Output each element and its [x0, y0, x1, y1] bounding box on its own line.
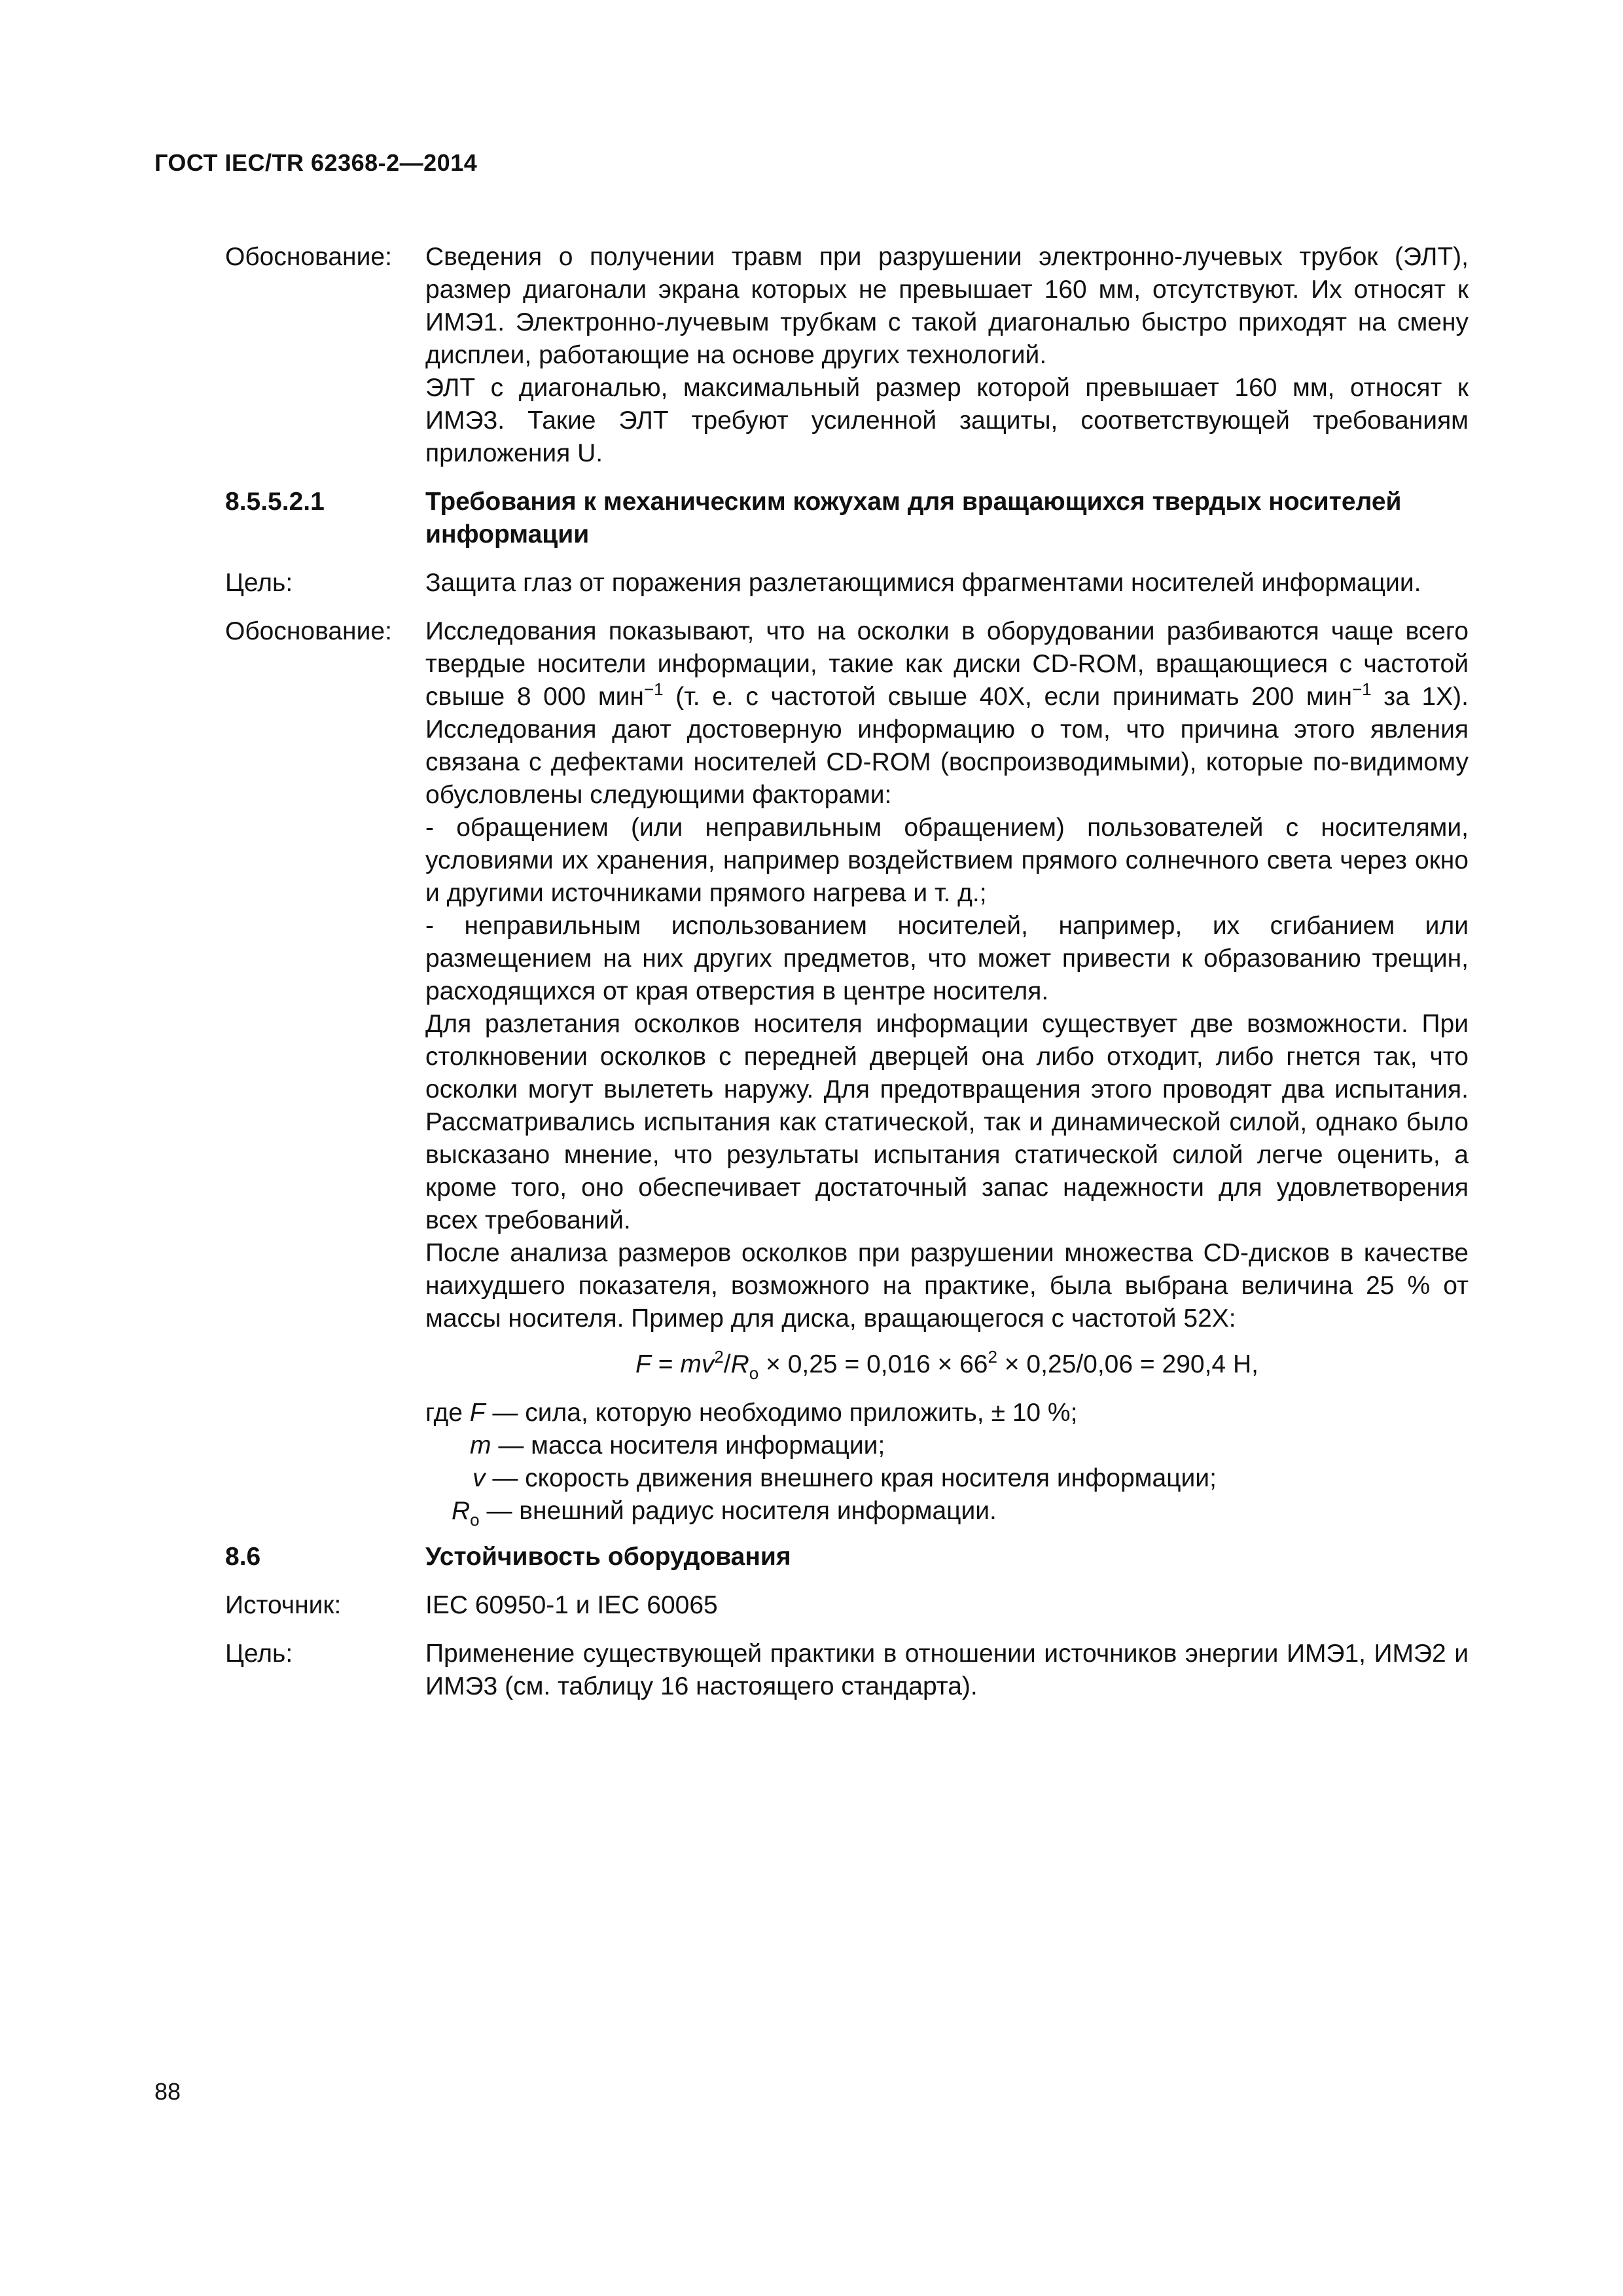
rationale-block [225, 241, 1469, 470]
superscript: −1 [1352, 679, 1372, 699]
rationale-text [425, 615, 1469, 1528]
clause-number: 8.6 [225, 1543, 261, 1571]
objective-label: Цель: [225, 569, 293, 597]
clause-heading [225, 486, 1469, 551]
where-prefix: где [425, 1399, 470, 1427]
rationale-label: Обоснование: [225, 243, 392, 271]
objective-block [225, 1638, 1469, 1703]
document-header: ГОСТ IEC/TR 62368-2—2014 [154, 149, 478, 176]
paragraph: ЭЛТ с диагональю, максимальный размер которой превышает 160 мм, относят к ИМЭ3. Такие ЭЛТ требуют усиленной защиты, соответствующей требованиям приложения U. [425, 374, 1469, 467]
formula-text: / [723, 1350, 731, 1378]
superscript: 2 [988, 1347, 997, 1367]
paragraph: После анализа размеров осколков при разрушении множества CD-дисков в качестве наихудшего показателя, возможного на практике, была выбрана величина 25 % от массы носителя. Пример для диска, вращающегося с частотой 52X: [425, 1239, 1469, 1333]
subscript: o [749, 1363, 759, 1383]
objective-block [225, 567, 1469, 600]
source-text: IEC 60950-1 и IEC 60065 [425, 1591, 718, 1619]
formula-symbol: v [701, 1350, 715, 1378]
formula-text: = [651, 1350, 681, 1378]
where-text: — внешний радиус носителя информации. [479, 1497, 997, 1525]
where-item [425, 1429, 1469, 1462]
source-block [225, 1589, 1469, 1622]
where-text: — скорость движения внешнего края носителя информации; [485, 1464, 1217, 1492]
where-symbol: m [470, 1431, 491, 1460]
formula-symbol: R [730, 1350, 749, 1378]
objective-text: Применение существующей практики в отношении источников энергии ИМЭ1, ИМЭ2 и ИМЭ3 (см. таблицу 16 настоящего стандарта). [425, 1640, 1469, 1700]
paragraph: Для разлетания осколков носителя информации существует две возможности. При столкновении осколков с передней дверцей она либо отходит, либо гнется так, что осколки могут вылететь наружу. Для предотвращения этого проводят два испытания. Рассматривались испытания как статической, так и динамической силой, однако было высказано мнение, что результаты испытания статической силой легче оценить, а кроме того, оно обеспечивает достаточный запас надежности для удовлетворения всех требований. [425, 1010, 1469, 1234]
rationale-block [225, 615, 1469, 1528]
where-text: — сила, которую необходимо приложить, ± 10 %; [485, 1399, 1078, 1427]
paragraph: - неправильным использованием носителей, например, их сгибанием или размещением на них других предметов, что может привести к образованию трещин, расходящихся от края отверстия в центре носителя. [425, 912, 1469, 1005]
superscript: 2 [714, 1347, 724, 1367]
text-run: Исследования показывают, что на осколки в оборудовании разбиваются чаще всего твердые носители информации, такие как диски CD-ROM, вращающиеся с частотой свыше 8 000 мин [425, 617, 1469, 711]
rationale-text [425, 241, 1469, 470]
formula-text: × 0,25/0,06 = 290,4 Н, [997, 1350, 1258, 1378]
superscript: −1 [643, 679, 664, 699]
paragraph [425, 615, 1469, 812]
page-number: 88 [154, 2078, 181, 2105]
clause-heading [225, 1541, 1469, 1573]
paragraph: Сведения о получении травм при разрушении электронно-лучевых трубок (ЭЛТ), размер диагонали экрана которых не превышает 160 мм, отсутствуют. Их относят к ИМЭ1. Электронно-лучевым трубкам с такой диагональю быстро приходят на смену дисплеи, работающие на основе других технологий. [425, 243, 1469, 369]
source-label: Источник: [225, 1591, 342, 1619]
text-run: (т. е. с частотой свыше 40X, если принимать 200 мин [663, 683, 1352, 711]
clause-title: Требования к механическим кожухам для вращающихся твердых носителей информации [425, 488, 1402, 548]
objective-text: Защита глаз от поражения разлетающимися фрагментами носителей информации. [425, 569, 1421, 597]
subscript: o [470, 1510, 480, 1530]
document-content [225, 241, 1469, 1719]
text-run: за 1X). Исследования дают достоверную информацию о том, что причина этого явления связана с дефектами носителей CD-ROM (воспроизводимыми), которые по-видимому обусловлены следующими факторами: [425, 683, 1469, 809]
where-text: — масса носителя информации; [491, 1431, 885, 1460]
where-item [425, 1462, 1469, 1495]
formula-symbol: F [635, 1350, 651, 1378]
clause-title: Устойчивость оборудования [425, 1543, 791, 1571]
paragraph: - обращением (или неправильным обращением) пользователей с носителями, условиями их хранения, например воздействием прямого солнечного света через окно и другими источниками прямого нагрева и т. д.; [425, 814, 1469, 907]
clause-number: 8.5.5.2.1 [225, 488, 325, 516]
where-symbol: F [469, 1399, 486, 1427]
objective-label: Цель: [225, 1640, 293, 1668]
formula [425, 1348, 1469, 1381]
formula-symbol: m [680, 1350, 702, 1378]
rationale-label: Обоснование: [225, 617, 392, 645]
where-symbol: R [452, 1497, 471, 1525]
where-item [425, 1495, 1469, 1528]
where-item [425, 1397, 1469, 1429]
formula-text: × 0,25 = 0,016 × 66 [758, 1350, 988, 1378]
where-symbol: v [473, 1464, 486, 1492]
